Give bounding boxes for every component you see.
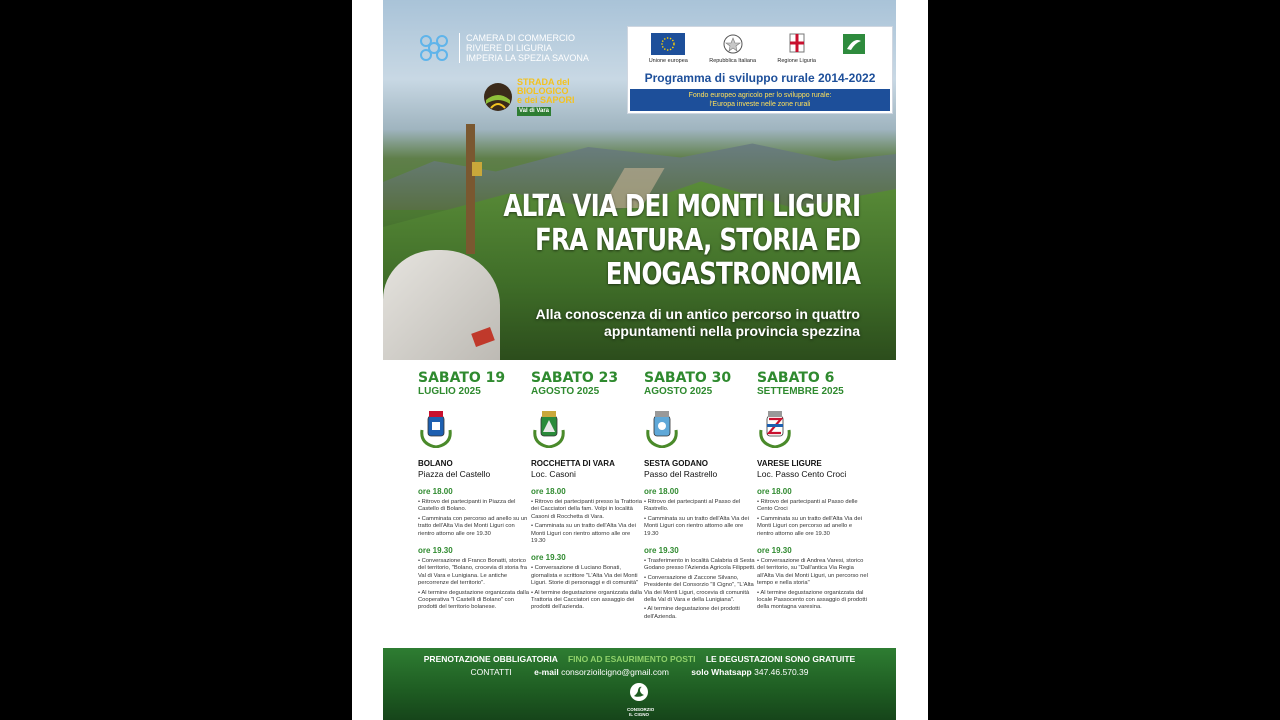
headline [503,190,860,292]
event-time: ore 19.30 [644,546,679,556]
event-detail: • Conversazione di Zaccone Silvano, Presidente del Consorzio "Il Cigno", "L'Alta Via dei Monti Liguri, crocevia di comunità della Val di Vara e della Lunigiana". [644,575,756,605]
event-time: ore 18.00 [757,487,792,496]
eu-label: Unione europea [648,58,688,64]
event-month: AGOSTO 2025 [644,386,713,397]
event-town: ROCCHETTA DI VARA [531,459,615,468]
event-detail: • Ritrovo dei partecipanti in Piazza del Castello di Bolano. [418,499,530,514]
leader-emblem-icon [837,33,871,55]
event-detail: • Al termine degustazione organizzata dal locale Passocento con assaggio di prodotti della montagna varesina. [757,590,869,612]
event-month: SETTEMBRE 2025 [757,386,844,397]
italy-emblem-icon [716,33,750,55]
event-detail: • Al termine degustazione dei prodotti dell'Azienda. [644,606,756,621]
strada-biologico-logo [483,78,575,116]
event-town: BOLANO [418,459,453,468]
event-place: Loc. Casoni [531,469,576,479]
subheadline-line1: Alla conoscenza di un antico percorso in quattro [535,306,860,322]
event-detail: • Al termine degustazione organizzata dalla Cooperativa "I Castelli di Bolano" con prodotti del territorio bolanese. [418,590,530,612]
leader-emblem [837,33,871,67]
funding-banner [627,26,893,114]
event-town: VARESE LIGURE [757,459,822,468]
camera-line3: IMPERIA LA SPEZIA SAVONA [466,53,589,63]
contacts-row [383,667,896,677]
liguria-label: Regione Liguria [777,58,816,64]
subheadline [536,306,860,340]
headline-line2: FRA NATURA, STORIA ED [534,223,860,258]
email-address[interactable]: consorzioilcigno@gmail.com [561,667,669,677]
whatsapp-number[interactable]: 347.46.570.39 [754,667,809,677]
italy-emblem [709,33,756,67]
rocchetta-crest-icon [531,408,567,448]
cigno-line2: IL CIGNO [629,712,649,717]
event-time: ore 19.30 [757,546,792,556]
strada-line2: BIOLOGICO [517,86,569,96]
event-detail: • Ritrovo dei partecipanti presso la Trattoria dei Cacciatori della fam. Volpi in località Casoni di Rocchetta di Vara. [531,499,643,521]
event-day: SABATO 19 [418,370,506,386]
liguria-emblem-icon [780,33,814,55]
eu-flag-icon [651,33,685,55]
event-column [757,370,869,612]
band-line1: Fondo europeo agricolo per lo sviluppo rurale: [688,92,832,99]
event-column [531,370,643,612]
event-town: SESTA GODANO [644,459,709,468]
camera-line2: RIVIERE DI LIGURIA [466,43,553,53]
footer-banner [383,648,896,720]
camera-line1: CAMERA DI COMMERCIO [466,33,576,43]
event-day: SABATO 23 [531,370,619,386]
subheadline-line2: appuntamenti nella provincia spezzina [604,323,860,339]
sesta-godano-crest-icon [644,408,680,448]
event-time: ore 18.00 [531,487,566,496]
liguria-emblem [777,33,816,67]
booking-until: FINO AD ESAURIMENTO POSTI [567,654,696,664]
left-letterbox [0,0,352,720]
event-time: ore 18.00 [644,487,679,496]
program-title: Programma di sviluppo rurale 2014-2022 [644,71,876,85]
event-detail: • Al termine degustazione organizzata dalla Trattoria dei Cacciatori con assaggio dei prodotti dell'azienda. [531,590,643,612]
event-detail: • Conversazione di Franco Bonatti, storico del territorio, "Bolano, crocevia di storia fra Val di Vara e Lunigiana. Le antiche percorrenze del territorio". [418,558,530,588]
strada-line3: e dei SAPORI [517,95,575,105]
right-letterbox [928,0,1280,720]
band-line2: l'Europa investe nelle zone rurali [709,101,811,108]
event-column [418,370,530,612]
tasting-free: LE DEGUSTAZIONI SONO GRATUITE [705,654,856,664]
event-place: Loc. Passo Cento Croci [757,469,847,479]
contacts-label: CONTATTI [470,667,512,677]
event-time: ore 19.30 [531,553,566,563]
italy-label: Repubblica Italiana [709,58,757,64]
event-detail: • Ritrovo dei partecipanti al Passo del Rastrello. [644,499,756,514]
poster [352,0,928,720]
cigno-line1: CONSORZIO [627,707,655,712]
event-place: Piazza del Castello [418,469,491,479]
booking-row [383,654,896,664]
strada-line1: STRADA del [517,77,570,87]
bolano-crest-icon [418,408,454,448]
event-detail: • Camminata su un tratto dell'Alta Via dei Monti Liguri con rientro attorno alle ore 19.30 [531,523,643,545]
event-month: LUGLIO 2025 [418,386,481,397]
varese-ligure-crest-icon [757,408,793,448]
event-detail: • Conversazione di Andrea Varesi, storico del territorio, su "Dall'antica Via Regia all'Alta Via dei Monti Liguri, un percorso nel tempo e nella storia" [757,558,869,588]
headline-line3: ENOGASTRONOMIA [605,257,860,292]
event-day: SABATO 6 [757,370,835,386]
event-detail: • Ritrovo dei partecipanti al Passo delle Cento Croci [757,499,869,514]
camera-commercio-logo [417,32,589,64]
event-column [644,370,756,621]
camera-logo-icon [417,32,451,64]
event-detail: • Trasferimento in località Calabria di Sesta Godano presso l'Azienda Agricola Filippetti. [644,558,756,573]
strada-logo-icon [483,82,513,112]
event-detail: • Camminata su un tratto dell'Alta Via dei Monti Liguri con rientro attorno alle ore 19.30 [644,516,756,538]
event-day: SABATO 30 [644,370,732,386]
hero-photo [383,0,896,360]
event-detail: • Camminata su un tratto dell'Alta Via dei Monti Liguri con percorso ad anello e rientro attorno alle ore 19.30 [757,516,869,538]
event-time: ore 18.00 [418,487,453,496]
funding-band [630,89,890,111]
event-detail: • Conversazione di Luciano Bonati, giornalista e scrittore "L'Alta Via dei Monti Liguri. Storie di personaggi e di comunità" [531,565,643,587]
consorzio-cigno-logo [627,682,655,717]
events-grid [418,370,870,642]
whatsapp-label: solo Whatsapp [691,667,752,677]
swan-icon [629,682,649,702]
booking-required: PRENOTAZIONE OBBLIGATORIA [423,654,558,664]
event-detail: • Camminata con percorso ad anello su un tratto dell'Alta Via dei Monti Liguri con rientro attorno alle ore 19.30 [418,516,530,538]
eu-flag [649,33,688,67]
event-time: ore 19.30 [418,546,453,556]
event-place: Passo del Rastrello [644,469,718,479]
signpost [466,124,475,254]
headline-line1: ALTA VIA DEI MONTI LIGURI [503,189,860,224]
email-label: e-mail [534,667,559,677]
event-month: AGOSTO 2025 [531,386,600,397]
strada-line4: Val di Vara [519,108,550,114]
